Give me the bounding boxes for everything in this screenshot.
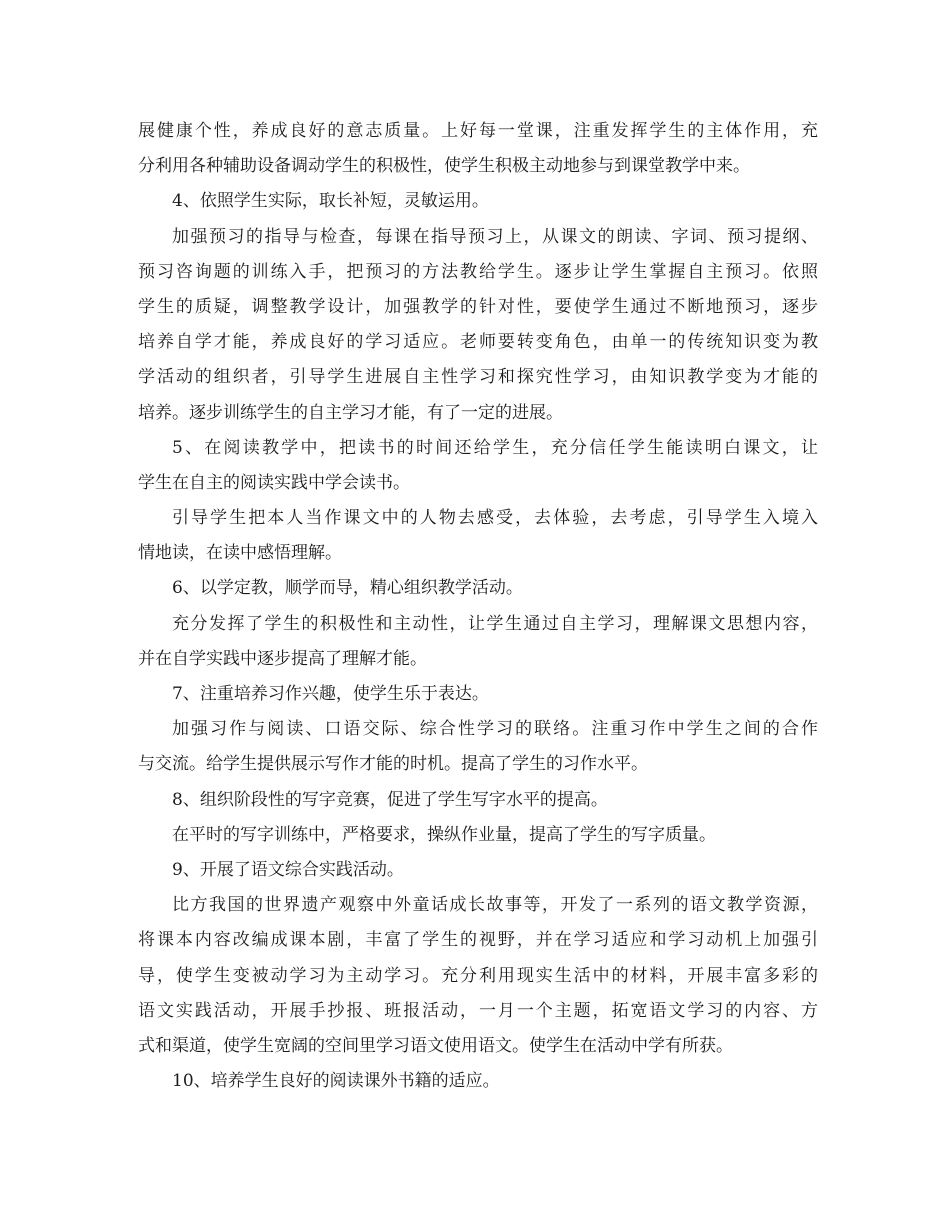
text-line: 8、组织阶段性的写字竞赛，促进了学生写字水平的提高。 [172, 789, 608, 810]
text-line: 比方我国的世界遗产观察中外童话成长故事等，开发了一系列的语文教学资源， [172, 895, 818, 916]
text-line: 与交流。给学生提供展示写作才能的时机。提高了学生的习作水平。 [138, 754, 648, 775]
text-line: 培养自学才能，养成良好的学习适应。老师要转变角色，由单一的传统知识变为教 [138, 332, 818, 353]
text-line: 预习咨询题的训练入手，把预习的方法教给学生。逐步让学生掌握自主预习。依照 [138, 261, 818, 282]
text-line: 分利用各种辅助设备调动学生的积极性，使学生积极主动地参与到课堂教学中来。 [138, 156, 750, 177]
text-line: 加强习作与阅读、口语交际、综合性学习的联络。注重习作中学生之间的合作 [172, 719, 818, 740]
text-line: 学生的质疑，调整教学设计，加强教学的针对性，要使学生通过不断地预习，逐步 [138, 296, 818, 317]
text-line: 学生在自主的阅读实践中学会读书。 [138, 472, 410, 493]
text-line: 充分发挥了学生的积极性和主动性，让学生通过自主学习，理解课文思想内容， [172, 613, 818, 634]
text-line: 展健康个性，养成良好的意志质量。上好每一堂课，注重发挥学生的主体作用，充 [138, 121, 818, 141]
text-line: 引导学生把本人当作课文中的人物去感受，去体验，去考虑，引导学生入境入 [172, 508, 818, 529]
text-line: 在平时的写字训练中，严格要求，操纵作业量，提高了学生的写字质量。 [172, 824, 716, 845]
text-line: 5、在阅读教学中，把读书的时间还给学生，充分信任学生能读明白课文，让 [172, 437, 818, 458]
text-line: 4、依照学生实际，取长补短，灵敏运用。 [172, 191, 489, 212]
text-line: 式和渠道，使学生宽阔的空间里学习语文使用语文。使学生在活动中学有所获。 [138, 1035, 733, 1056]
text-line: 导，使学生变被动学习为主动学习。充分利用现实生活中的材料，开展丰富多彩的 [138, 965, 818, 986]
text-line: 7、注重培养习作兴趣，使学生乐于表达。 [172, 684, 489, 704]
text-line: 9、开展了语文综合实践活动。 [172, 859, 404, 880]
text-line: 6、以学定教，顺学而导，精心组织教学活动。 [172, 578, 523, 599]
text-line: 并在自学实践中逐步提高了理解才能。 [138, 648, 427, 669]
text-line: 学活动的组织者，引导学生进展自主性学习和探究性学习，由知识教学变为才能的 [138, 367, 818, 388]
paragraph-lines [138, 114, 818, 1099]
document-body [138, 114, 818, 1099]
text-line: 将课本内容改编成课本剧，丰富了学生的视野，并在学习适应和学习动机上加强引 [138, 930, 818, 951]
text-line: 情地读，在读中感悟理解。 [138, 543, 342, 564]
text-line: 10、培养学生良好的阅读课外书籍的适应。 [172, 1071, 500, 1092]
text-line: 语文实践活动，开展手抄报、班报活动，一月一个主题，拓宽语文学习的内容、方 [138, 1000, 818, 1021]
text-line: 培养。逐步训练学生的自主学习才能，有了一定的进展。 [138, 402, 563, 423]
text-line: 加强预习的指导与检查，每课在指导预习上，从课文的朗读、字词、预习提纲、 [172, 226, 818, 247]
